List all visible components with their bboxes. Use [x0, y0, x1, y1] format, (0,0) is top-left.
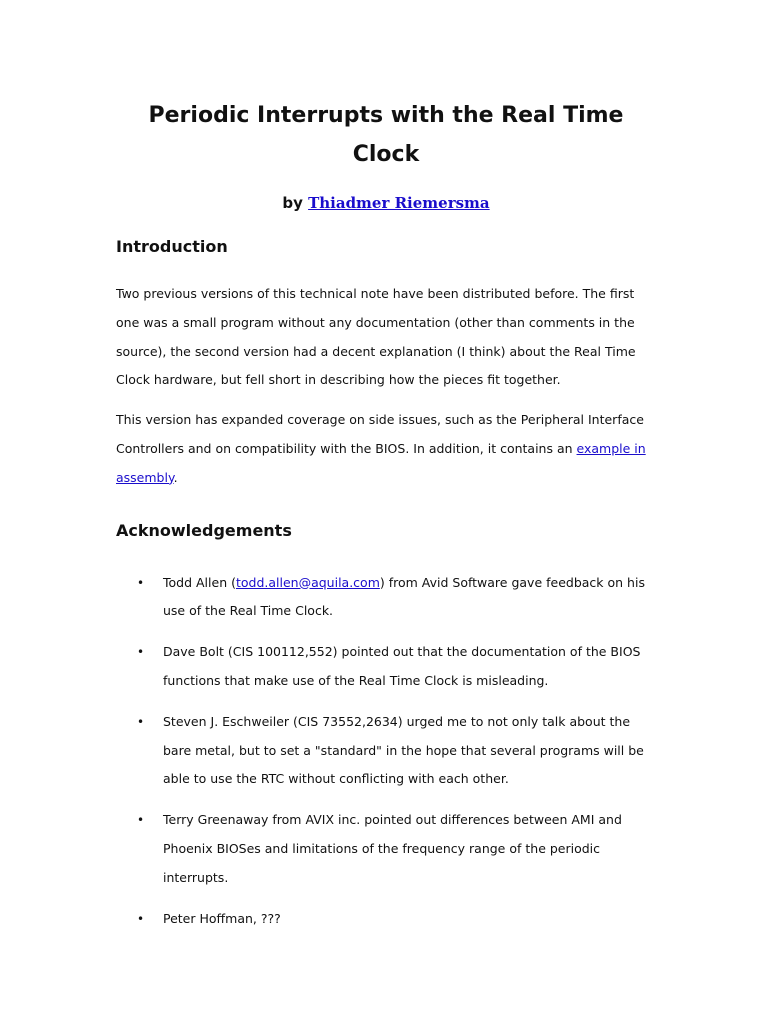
acknowledgements-list — [116, 569, 656, 934]
bullet-icon: • — [137, 645, 145, 660]
document-page — [116, 96, 656, 945]
list-item-text: Peter Hoffman, ??? — [163, 910, 281, 926]
list-item — [116, 806, 656, 892]
bullet-icon: • — [137, 813, 145, 828]
example-in-assembly-link[interactable]: example in assembly — [116, 440, 646, 485]
list-item — [116, 905, 656, 934]
byline-prefix: by — [282, 194, 309, 212]
list-item — [116, 708, 656, 794]
paragraph-2-text: This version has expanded coverage on side issues, such as the Peripheral Interface Controllers and on compatibility with the BIOS. In addition, it contains an — [116, 412, 644, 456]
list-item-text: Terry Greenaway from AVIX inc. pointed out differences between AMI and Phoenix BIOSes and limitations of the frequency range of the periodic interrupts. — [163, 812, 622, 885]
introduction-paragraph-2 — [116, 406, 656, 492]
page-title: Periodic Interrupts with the Real Time Clock — [148, 103, 624, 167]
list-item — [116, 638, 656, 696]
acknowledgements-heading: Acknowledgements — [116, 520, 292, 540]
email-link[interactable]: todd.allen@aquila.com — [235, 574, 380, 590]
introduction-heading: Introduction — [116, 237, 228, 256]
byline — [116, 191, 656, 215]
paragraph-2-end: . — [173, 469, 178, 485]
bullet-icon: • — [137, 575, 145, 590]
bullet-icon: • — [137, 714, 145, 729]
list-item-text: Todd Allen ( — [163, 574, 236, 590]
introduction-paragraph-1: Two previous versions of this technical note have been distributed before. The first one was a small program without any documentation (other than comments in the source), the second version had a decent explanation (I think) about the Real Time Clock hardware, but fell short in describing how the pieces fit together. — [116, 286, 636, 388]
bullet-icon: • — [137, 911, 145, 926]
list-item-text: Dave Bolt (CIS 100112,552) pointed out that the documentation of the BIOS functions that make use of the Real Time Clock is misleading. — [163, 644, 641, 688]
list-item — [116, 569, 656, 627]
list-item-text: Steven J. Eschweiler (CIS 73552,2634) urged me to not only talk about the bare metal, but to set a "standard" in the hope that several programs will be able to use the RTC without conflicting with each other. — [163, 713, 644, 787]
list-item-text: ) from Avid Software gave feedback on his use of the Real Time Clock. — [163, 574, 645, 619]
author-link[interactable]: Thiadmer Riemersma — [308, 194, 490, 212]
